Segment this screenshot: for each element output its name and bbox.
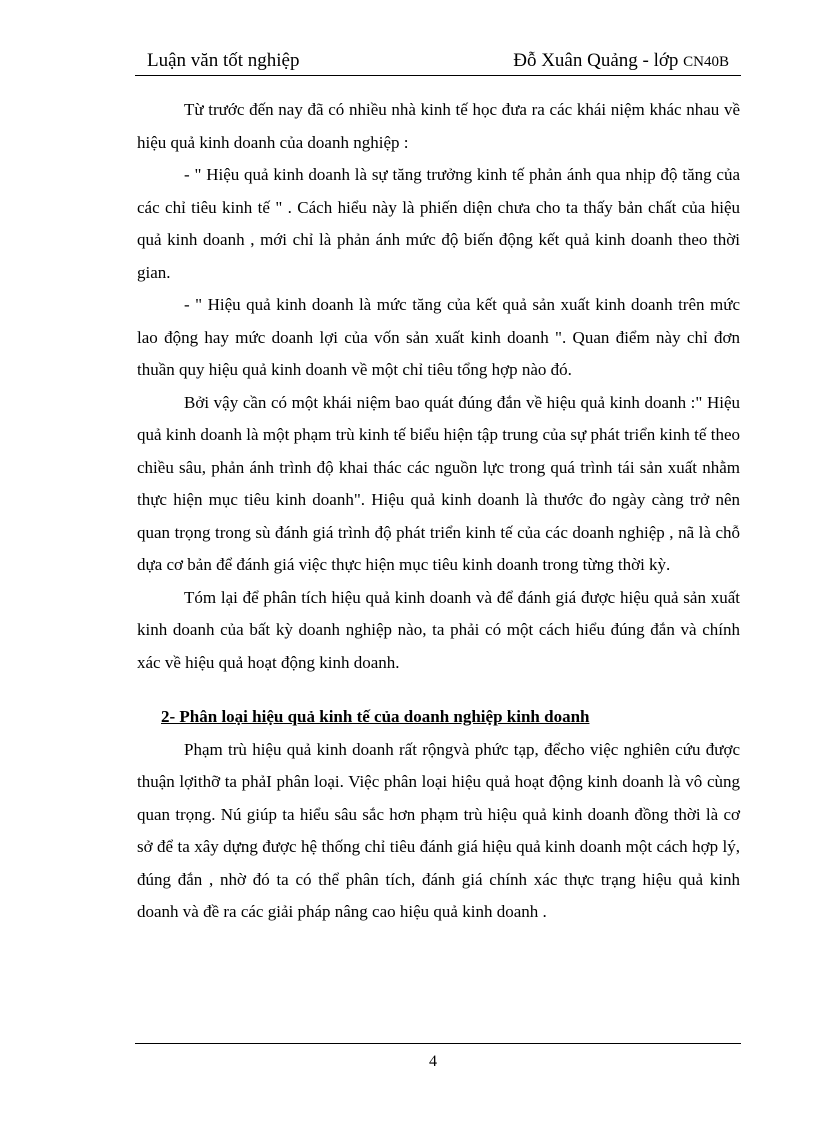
paragraph-summary: Tóm lại để phân tích hiệu quả kinh doanh và để đánh giá được hiệu quả sản xuất kinh doanh của bất kỳ doanh nghiệp nào, ta phải có một cách hiểu đúng đắn và chính xác về hiệu quả hoạt động kinh doanh. xyxy=(137,587,740,672)
paragraph-definition-1: - " Hiệu quả kinh doanh là sự tăng trưởng kinh tế phản ánh qua nhịp độ tăng của các chỉ tiêu kinh tế " . Cách hiểu này là phiến diện chưa cho ta thấy bản chất của hiệu quả kinh doanh , mới chỉ là phản ánh mức độ biến động kết quả kinh doanh theo thời gian. xyxy=(137,165,740,282)
page-body xyxy=(137,94,740,929)
header-thesis-title: Luận văn tốt nghiệp xyxy=(147,50,300,71)
page-number: 4 xyxy=(429,1053,437,1070)
paragraph-classification: Phạm trù hiệu quả kinh doanh rất rộngvà phức tạp, đểcho việc nghiên cứu được thuận lợithỡ ta phảI phân loại. Việc phân loại hiệu quả hoạt động kinh doanh là vô cùng quan trọng. Nú giúp ta hiểu sâu sắc hơn phạm trù hiệu quả kinh doanh đồng thời là cơ sở để ta xây dựng được hệ thống chỉ tiêu đánh giá hiệu quả kinh doanh một cách hợp lý, đúng đắn , nhờ đó ta có thể phân tích, đánh giá chính xác thực trạng hiệu quả kinh doanh và đề ra các giải pháp nâng cao hiệu quả kinh doanh . xyxy=(137,739,740,921)
paragraph-intro: Từ trước đến nay đã có nhiều nhà kinh tế học đưa ra các khái niệm khác nhau về hiệu quả kinh doanh của doanh nghiệp : xyxy=(137,100,740,152)
header-author xyxy=(513,50,729,72)
paragraph-definition-2: - " Hiệu quả kinh doanh là mức tăng của kết quả sản xuất kinh doanh trên mức lao động hay mức doanh lợi của vốn sản xuất kinh doanh ". Quan điểm này chỉ đơn thuần quy hiệu quả kinh doanh về một chỉ tiêu tổng hợp nào đó. xyxy=(137,295,740,379)
footer-divider xyxy=(135,1043,741,1044)
paragraph-general-concept: Bởi vậy cần có một khái niệm bao quát đúng đắn về hiệu quả kinh doanh :" Hiệu quả kinh doanh là một phạm trù kinh tế biểu hiện tập trung của sự phát triển kinh tế theo chiều sâu, phản ánh trình độ khai thác các nguồn lực trong quá trình tái sản xuất nhằm thực hiện mục tiêu kinh doanh". Hiệu quả kinh doanh là thước đo ngày càng trở nên quan trọng trong sù đánh giá trình độ phát triển kinh tế của các doanh nghiệp , nã là chỗ dựa cơ bản để đánh giá việc thực hiện mục tiêu kinh doanh trong từng thời kỳ. xyxy=(137,392,740,574)
header-author-name: Đỗ Xuân Quảng - lớp xyxy=(513,50,684,71)
section-gap xyxy=(137,679,740,701)
header-divider xyxy=(135,75,741,76)
page-header xyxy=(135,50,741,74)
section-heading: 2- Phân loại hiệu quả kinh tế của doanh nghiệp kinh doanh xyxy=(161,707,590,726)
header-class: CN40B xyxy=(683,54,729,70)
